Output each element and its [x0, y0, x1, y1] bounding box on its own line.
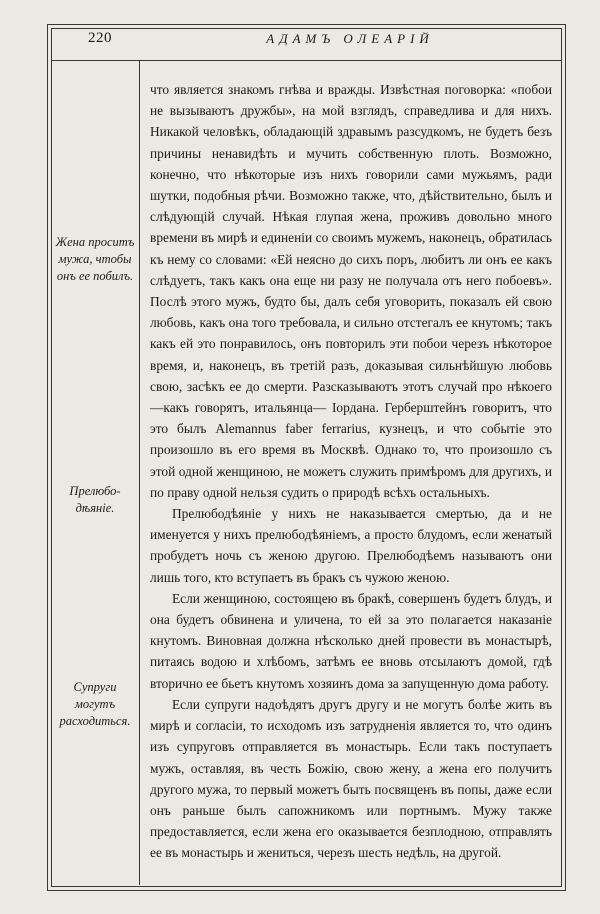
margin-column-divider [139, 60, 140, 885]
paragraph: Прелюбодѣяніе у нихъ не наказывается смертью, да и не именуется у нихъ прелюбодѣяніемъ, а просто блудомъ, если женатый пробудетъ ночь съ женою другою. Прелюбодѣемъ называютъ они лишь того, кто вступаетъ въ бракъ съ чужою женою. [150, 506, 552, 585]
paragraph: Если женщиною, состоящею въ бракѣ, совершенъ будетъ блудъ, и она будетъ обвинена и уличена, то ей за это полагается наказаніе кнутомъ. Виновная должна нѣсколько дней провести въ монастырѣ, питаясь водою и хлѣбомъ, затѣмъ ее вновь отсылаютъ домой, гдѣ вторично ее бьетъ кнутомъ хозяинъ дома за запущенную дома работу. [150, 590, 552, 691]
margin-note-spouses-separate: Супруги могутъ расходиться. [59, 680, 131, 728]
header-divider [51, 60, 561, 61]
running-head: АДАМЪ ОЛЕАРІЙ [266, 31, 434, 46]
main-text [150, 79, 552, 864]
page-number: 220 [88, 30, 112, 46]
margin-note-adultery: Прелюбо- дѣяніе. [69, 484, 121, 515]
paragraph: что является знакомъ гнѣва и вражды. Извѣстная поговорка: «побои не вызываютъ дружбы», на мой взглядъ, справедлива и для нихъ. Никакой человѣкъ, обладающій здравымъ разсудкомъ, не будетъ безъ причины ненавидѣть и мучить собственную плоть. Возможно, конечно, что нѣкоторые изъ нихъ говорили сами мужьямъ, ради шутки, подобныя рѣчи. Возможно также, что, дѣйствительно, былъ и слѣдующій случай. Нѣкая глупая жена, проживъ довольно много времени въ мирѣ и единеніи со своимъ мужемъ, наконецъ, обратилась къ нему со словами: «Ей неясно до сихъ поръ, любитъ ли онъ ее какъ слѣдуетъ, такъ какъ она еще ни разу не получала отъ него побоевъ». Послѣ этого мужъ, будто бы, далъ себя уговорить, показалъ ей свою любовь, какъ она того требовала, и сильно отстегалъ ее кнутомъ; такъ какъ ей это понравилось, онъ повторилъ эти побои черезъ нѣкоторое время, и, наконецъ, въ третій разъ, доказывая сильнѣйшую любовь свою, засѣкъ ее до смерти. Разсказываютъ этотъ случай про нѣкоего—какъ говорятъ, итальянца— Іордана. Герберштейнъ говоритъ, что это былъ Alemannus faber ferrarius, кузнецъ, и что событіе это произошло въ его время въ Москвѣ. Однако то, что произошло съ этой одной женщиною, не можетъ служить примѣромъ для другихъ, и по праву одной нельзя судить о природѣ всѣхъ остальныхъ. [150, 82, 552, 500]
paragraph: Если супруги надоѣдятъ другъ другу и не могутъ болѣе жить въ мирѣ и согласіи, то исходомъ изъ затрудненія является то, что одинъ изъ супруговъ отправляется въ монастырь. Если такъ поступаетъ мужъ, оставляя, въ честь Божію, свою жену, а жена его получитъ другого мужа, то первый можетъ быть посвященъ въ попы, даже если онъ раньше былъ сапожникомъ или портнымъ. Мужу также предоставляется, если жена его оказывается безплодною, отправлять ее въ монастырь и жениться, черезъ шесть недѣль, на другой. [150, 696, 552, 861]
margin-note-wife-asks-beating: Жена проситъ мужа, чтобы онъ ее побилъ. [55, 235, 135, 283]
